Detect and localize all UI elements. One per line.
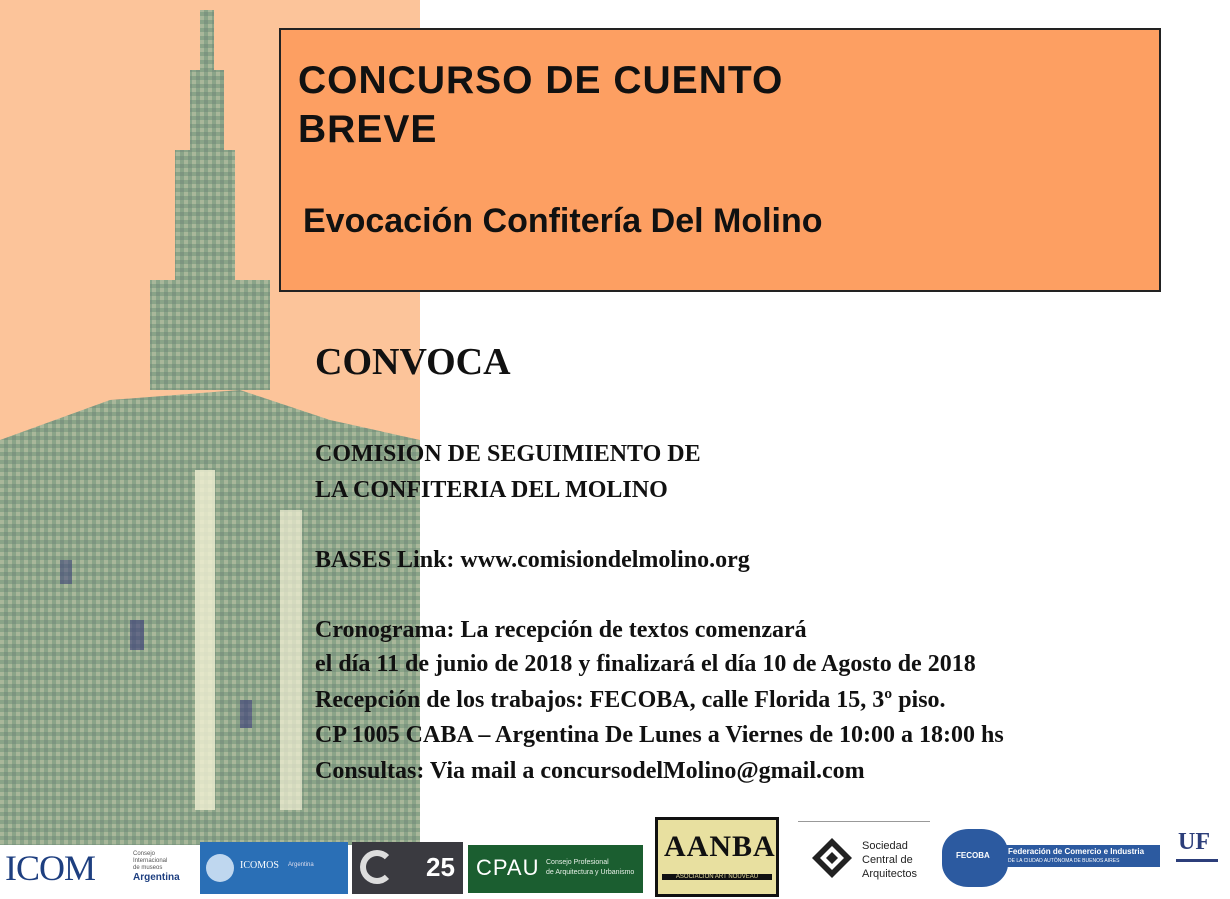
uf-divider [1176, 859, 1218, 862]
sca-line2: Central de [862, 854, 913, 866]
contact-email[interactable]: Consultas: Via mail a concursodelMolino@gmail.com [315, 758, 865, 784]
title-box [279, 28, 1161, 292]
c25-number: 25 [426, 852, 455, 882]
c-emblem-icon [360, 850, 394, 884]
schedule-line: Recepción de los trabajos: FECOBA, calle Florida 15, 3º piso. [315, 687, 946, 713]
uf-logo [1172, 827, 1224, 887]
icomos-emblem-icon [206, 854, 234, 882]
uf-name: UF [1178, 829, 1210, 855]
subtitle: Evocación Confitería Del Molino [303, 202, 823, 240]
sca-line1: Sociedad [862, 840, 908, 852]
icomos-name: ICOMOS [240, 860, 279, 871]
icom-logo [5, 847, 185, 889]
consejo-25-logo [352, 842, 463, 894]
icom-sub2: Internacional [133, 858, 168, 864]
cpau-name: CPAU [476, 855, 540, 880]
schedule-line: CP 1005 CABA – Argentina De Lunes a Viernes de 10:00 a 18:00 hs [315, 722, 1004, 748]
icom-sub1: Consejo [133, 851, 156, 857]
fecoba-line1: Federación de Comercio e Industria [1008, 847, 1145, 856]
icom-name: ICOM [5, 848, 96, 888]
icom-sub3: de museos [133, 865, 163, 871]
sca-logo [798, 821, 930, 893]
schedule-line: Cronograma: La recepción de textos comenzará [315, 617, 807, 643]
icomos-logo [200, 842, 348, 894]
organizer-line1: COMISION DE SEGUIMIENTO DE [315, 441, 701, 467]
main-title-line2: BREVE [298, 108, 438, 151]
cpau-sub2: de Arquitectura y Urbanismo [546, 869, 635, 876]
convoca-heading: CONVOCA [315, 341, 511, 383]
icom-country: Argentina [133, 872, 180, 883]
main-title [298, 56, 783, 154]
sponsor-logos [0, 815, 1230, 899]
fecoba-logo [942, 825, 1160, 891]
main-title-line1: CONCURSO DE CUENTO [298, 59, 784, 102]
aanba-logo [655, 817, 779, 897]
schedule-line: el día 11 de junio de 2018 y finalizará el día 10 de Agosto de 2018 [315, 651, 976, 677]
aanba-name: AANBA [664, 830, 776, 863]
aanba-sub: ASOCIACIÓN ART NOUVEAU [662, 874, 772, 880]
icomos-country: Argentina [288, 862, 314, 868]
sca-emblem-icon [810, 836, 854, 880]
fecoba-name: FECOBA [956, 851, 990, 860]
cpau-sub1: Consejo Profesional [546, 859, 609, 866]
sca-line3: Arquitectos [862, 868, 918, 880]
organizer-line2: LA CONFITERIA DEL MOLINO [315, 477, 668, 503]
cpau-logo [468, 845, 643, 893]
bases-link[interactable]: BASES Link: www.comisiondelmolino.org [315, 547, 750, 573]
fecoba-line2: DE LA CIUDAD AUTÓNOMA DE BUENOS AIRES [1008, 858, 1120, 864]
